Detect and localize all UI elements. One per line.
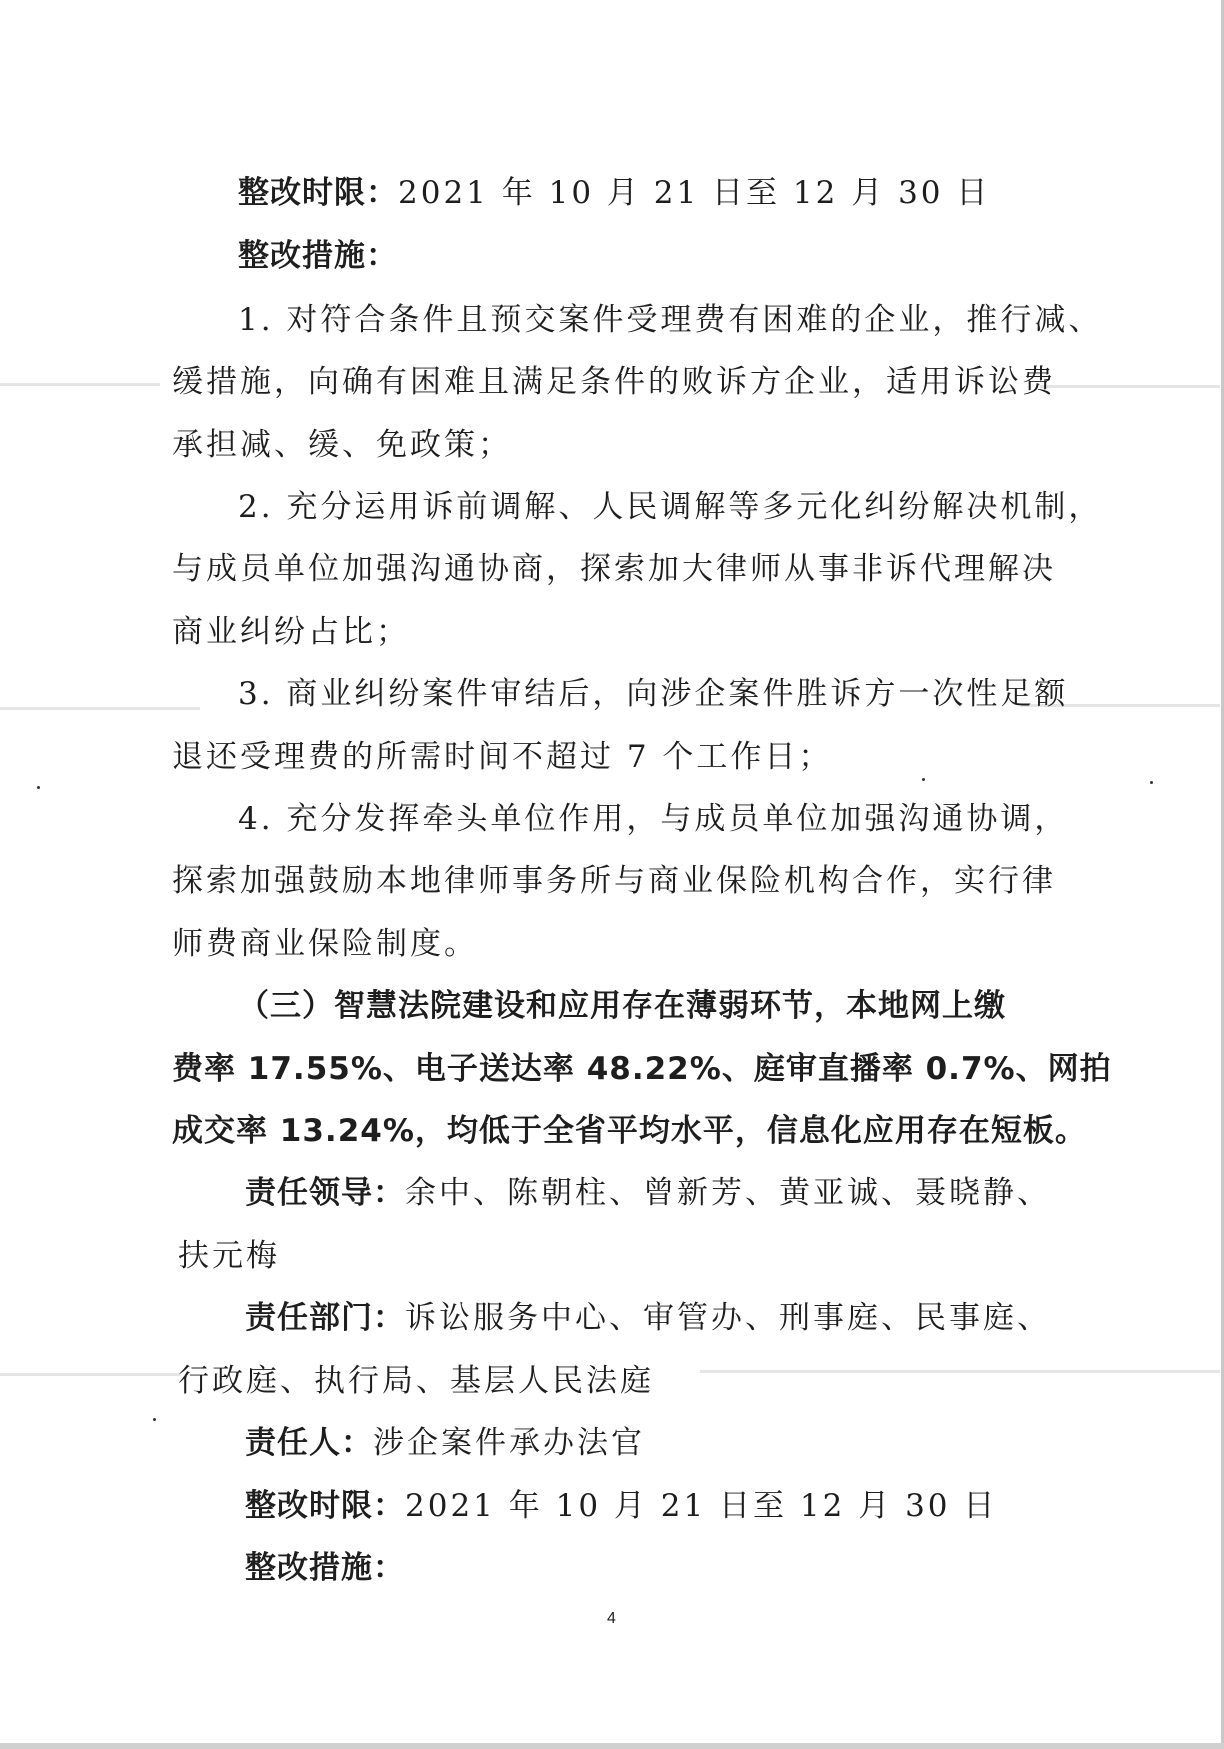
line-text: 2. 充分运用诉前调解、人民调解等多元化纠纷解决机制， bbox=[238, 489, 1103, 525]
line-text: 探索加强鼓励本地律师事务所与商业保险机构合作，实行律 bbox=[172, 863, 1056, 899]
scan-noise bbox=[1040, 385, 1220, 388]
line-text: 扶元梅 bbox=[178, 1238, 280, 1274]
line-label: 责任领导： bbox=[245, 1175, 405, 1211]
text-line bbox=[238, 173, 990, 213]
line-label: 责任人： bbox=[245, 1425, 373, 1461]
scan-noise bbox=[0, 707, 200, 710]
text-line bbox=[178, 1361, 654, 1401]
line-text: 诉讼服务中心、审管办、刑事庭、民事庭、 bbox=[405, 1300, 1051, 1336]
text-line bbox=[238, 674, 1068, 714]
text-line bbox=[172, 861, 1056, 901]
scan-speck bbox=[922, 778, 925, 781]
line-text: 行政庭、执行局、基层人民法庭 bbox=[178, 1363, 654, 1399]
text-line bbox=[172, 425, 512, 465]
line-text: 退还受理费的所需时间不超过 7 个工作日； bbox=[172, 739, 833, 775]
line-text: （三）智慧法院建设和应用存在薄弱环节，本地网上缴 bbox=[238, 988, 1006, 1024]
text-line bbox=[238, 236, 398, 276]
scan-noise bbox=[0, 1373, 180, 1376]
scan-speck bbox=[37, 786, 40, 789]
section-heading-line bbox=[172, 1049, 1112, 1089]
line-text: 成交率 13.24%，均低于全省平均水平，信息化应用存在短板。 bbox=[172, 1113, 1087, 1149]
line-text: 2021 年 10 月 21 日至 12 月 30 日 bbox=[398, 175, 991, 211]
text-line bbox=[172, 362, 1056, 402]
text-line bbox=[238, 799, 1068, 839]
line-text: 2021 年 10 月 21 日至 12 月 30 日 bbox=[405, 1488, 998, 1524]
line-text: 与成员单位加强沟通协商，探索加大律师从事非诉代理解决 bbox=[172, 551, 1056, 587]
scan-noise bbox=[0, 383, 160, 386]
scan-noise bbox=[700, 1370, 1220, 1373]
line-text: 1. 对符合条件且预交案件受理费有困难的企业，推行减、 bbox=[238, 302, 1103, 338]
page-number: 4 bbox=[607, 1610, 616, 1627]
line-label: 整改时限： bbox=[245, 1488, 405, 1524]
line-label: 整改措施： bbox=[245, 1550, 405, 1586]
scan-speck bbox=[153, 1418, 156, 1421]
text-line bbox=[172, 924, 478, 964]
line-text: 商业纠纷占比； bbox=[172, 614, 410, 650]
text-line bbox=[245, 1173, 1051, 1213]
line-text: 师费商业保险制度。 bbox=[172, 926, 478, 962]
line-text: 费率 17.55%、电子送达率 48.22%、庭审直播率 0.7%、网拍 bbox=[172, 1051, 1112, 1087]
text-line bbox=[245, 1298, 1051, 1338]
text-line bbox=[172, 612, 410, 652]
section-heading-line bbox=[238, 986, 1006, 1026]
section-heading-line bbox=[172, 1111, 1087, 1151]
line-label: 责任部门： bbox=[245, 1300, 405, 1336]
line-text: 3. 商业纠纷案件审结后，向涉企案件胜诉方一次性足额 bbox=[238, 676, 1069, 712]
scan-edge-bottom bbox=[0, 1743, 1224, 1749]
text-line bbox=[245, 1548, 405, 1588]
text-line bbox=[178, 1236, 280, 1276]
line-label: 整改措施： bbox=[238, 238, 398, 274]
line-text: 缓措施，向确有困难且满足条件的败诉方企业，适用诉讼费 bbox=[172, 364, 1056, 400]
line-text: 余中、陈朝柱、曾新芳、黄亚诚、聂晓静、 bbox=[405, 1175, 1051, 1211]
text-line bbox=[238, 487, 1102, 527]
text-line bbox=[238, 300, 1102, 340]
text-line bbox=[172, 549, 1056, 589]
text-line bbox=[245, 1423, 645, 1463]
line-label: 整改时限： bbox=[238, 175, 398, 211]
text-line bbox=[245, 1486, 997, 1526]
line-text: 涉企案件承办法官 bbox=[373, 1425, 645, 1461]
line-text: 4. 充分发挥牵头单位作用，与成员单位加强沟通协调， bbox=[238, 801, 1069, 837]
scan-speck bbox=[1150, 781, 1153, 784]
line-text: 承担减、缓、免政策； bbox=[172, 427, 512, 463]
text-line bbox=[172, 737, 832, 777]
